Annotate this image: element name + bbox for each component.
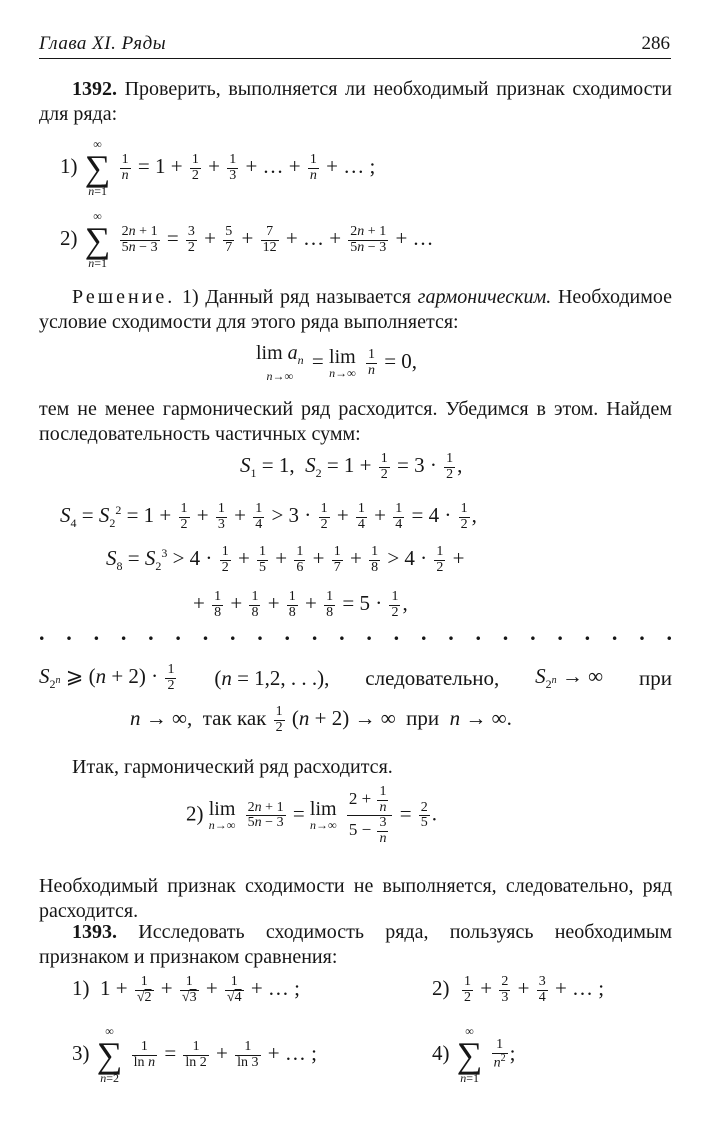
partial-sum-s4: $S_4 = S_2^2 = 1$ + $\frac{1}{2}$ + $\frac{1}{3}$ + $\frac{1}{4}$ > 3 · $\frac{1}{2}$ + $\frac{1}{4}$ + $\frac{1}{4}$ = 4 · $\frac{1}{2}$ , <box>60 501 477 532</box>
chapter-title: Глава XI. Ряды <box>39 33 167 54</box>
partial-sum-s8-line1: $S_8 = S_2^3 > 4$ · $\frac{1}{2}$ + $\frac{1}{5}$ + $\frac{1}{6}$ + $\frac{1}{7}$ + $\frac{1}{8}$ > 4 · $\frac{1}{2}$ + <box>106 544 465 575</box>
solution-label: Решение. <box>72 286 176 308</box>
limit-formula: $\lim a_n$ n→∞ = lim n→∞ $\frac{1}{n}$ = 0, <box>256 342 418 383</box>
ellipsis-dots-row: . . . . . . . . . . . . . . . . . . . . . . . . <box>39 620 672 645</box>
final-conclusion-paragraph: Необходимый признак сходимости не выполняется, следовательно, ряд расходится. <box>39 875 672 922</box>
series-2-formula: 2) ∞ ∑ n=1 $\frac{2n + 1}{5n - 3}$ = $\frac{3}{2}$ + $\frac{5}{7}$ + $\frac{7}{12}$ + … + $\frac{2n + 1}{5n - 3}$ + … <box>60 209 434 270</box>
series-1393-3: 3) ∞ ∑ n=2 $\frac{1}{\text{ln n}}$ = $\frac{1}{\ln 2}$ + $\frac{1}{\ln 3}$ + … ; <box>72 1024 317 1085</box>
problem-number: 1393. <box>72 921 117 943</box>
solution-text-a: 1) Данный ряд называется <box>181 286 411 308</box>
series-1393-4: 4) ∞ ∑ n=1 $\frac{1}{n^2}$ ; <box>432 1024 516 1085</box>
problem-1392-statement <box>39 77 672 127</box>
page-number: 286 <box>641 33 670 54</box>
series-1-formula: 1) ∞ ∑ n=1 $\frac{1}{n}$ = 1 + $\frac{1}{2}$ + $\frac{1}{3}$ + … + $\frac{1}{n}$ + … ; <box>60 137 376 198</box>
header-rule <box>39 58 671 59</box>
series-1393-2: 2) $\frac{1}{2}$ + $\frac{2}{3}$ + $\frac{3}{4}$ + … ; <box>432 974 605 1005</box>
problem-text: Исследовать сходимость ряда, пользуясь необходимым признаком и признаком сравнения: <box>39 921 672 968</box>
consequently-word: следовательно, <box>365 665 500 690</box>
solution-text-b: Необходимое условие сходимости для этого ряда выполняется: <box>39 286 673 333</box>
problem-text: Проверить, выполняется ли необходимый признак сходимости для ряда: <box>39 78 673 125</box>
after-limit-paragraph: тем не менее гармонический ряд расходится. Убедимся в этом. Найдем последовательность частичных сумм: <box>39 398 672 445</box>
limit-series-2-formula: 2) lim n→∞ $\frac{2n + 1}{5n - 3}$ = lim n→∞ 2 + $\frac{1}{n}$ 5 − $\frac{3}{n}$ = $\frac{2}{5}$ . <box>186 784 438 847</box>
when-word-2: при <box>406 706 440 730</box>
solution-paragraph <box>39 285 672 335</box>
as-text: так как <box>202 706 267 730</box>
partial-sum-s8-line2: + $\frac{1}{8}$ + $\frac{1}{8}$ + $\frac{1}{8}$ + $\frac{1}{8}$ = 5 · $\frac{1}{2}$ , <box>193 589 408 620</box>
general-inequality-line: $S_{2^n}$ ⩾ (n + 2) · $\frac{1}{2}$ (n = 1,2, . . .), следовательно, $S_{2^n}$ → ∞ при <box>39 662 672 693</box>
series-1393-1: 1) 1 + $\frac{1}{√2}$ + $\frac{1}{√3}$ + $\frac{1}{√4}$ + … ; <box>72 974 301 1005</box>
conclusion-line: Итак, гармонический ряд расходится. <box>72 756 393 778</box>
partial-sums-s1-s2: $S_1 = 1$, $S_2 = 1$ + $\frac{1}{2}$ = 3 · $\frac{1}{2}$ , <box>240 451 463 482</box>
harmonic-term: гармоническим. <box>417 286 552 308</box>
when-word-1: при <box>639 665 672 690</box>
problem-number: 1392. <box>72 78 117 100</box>
since-line: n → ∞, так как $\frac{1}{2}$ (n + 2) → ∞ при n → ∞. <box>130 704 512 735</box>
problem-1393-statement <box>39 920 672 970</box>
